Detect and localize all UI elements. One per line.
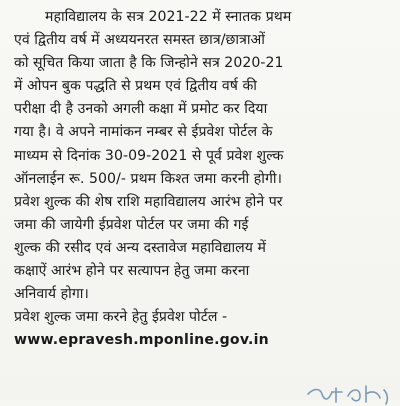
handwritten-signature-mark bbox=[302, 380, 394, 406]
notice-line-6: गया है। वे अपने नामांकन नम्बर से ईप्रवेश पोर्टल के bbox=[14, 124, 273, 141]
notice-line-8: ऑनलाईन रू. 500/- प्रथम किश्त जमा करनी होगी। bbox=[14, 170, 282, 187]
notice-line-5: परीक्षा दी है उनको अगली कक्षा में प्रमोट कर दिया bbox=[14, 101, 268, 118]
notice-line-9: प्रवेश शुल्क की शेष राशि महाविद्यालय आरंभ होने पर bbox=[14, 193, 283, 210]
notice-line-1: महाविद्यालय के सत्र 2021-22 में स्नातक प्रथम bbox=[45, 9, 292, 25]
notice-line-4: में ओपन बुक पद्धति से प्रथम एवं द्वितीय वर्ष की bbox=[14, 78, 257, 95]
notice-line-2: एवं द्वितीय वर्ष में अध्ययनरत समस्त छात्र/छात्राओं bbox=[14, 32, 266, 49]
notice-line-3: को सूचित किया जाता है कि जिन्होने सत्र 2020-21 bbox=[14, 55, 284, 72]
notice-line-7: माध्यम से दिनांक 30-09-2021 से पूर्व प्रवेश शुल्क bbox=[14, 147, 284, 164]
notice-line-10: जमा की जायेगी ईप्रवेश पोर्टल पर जमा की गई bbox=[14, 216, 249, 233]
notice-text-block bbox=[14, 6, 396, 352]
portal-url-text: www.epravesh.mponline.gov.in bbox=[14, 332, 269, 349]
notice-line-11: शुल्क की रसीद एवं अन्य दस्तावेज महाविद्यालय में bbox=[14, 239, 266, 256]
notice-line-12: कक्षाऐं आरंभ होने पर सत्यापन हेतु जमा करना bbox=[14, 263, 250, 280]
notice-line-13: अनिवार्य होगा। bbox=[14, 286, 89, 303]
notice-line-14: प्रवेश शुल्क जमा करने हेतु ईप्रवेश पोर्टल - bbox=[14, 309, 228, 326]
